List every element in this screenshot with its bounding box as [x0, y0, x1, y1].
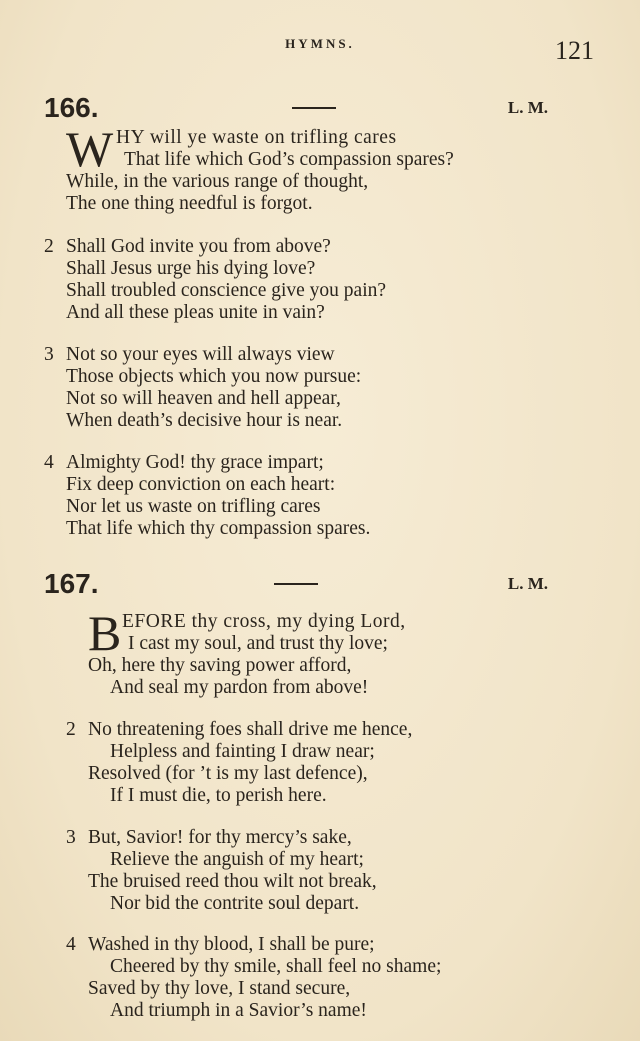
hymn-167-stanza-1	[88, 605, 406, 699]
stanza-line: And all these pleas unite in vain?	[66, 302, 325, 323]
stanza-line: Not so your eyes will always view	[66, 344, 335, 365]
stanza-line: While, in the various range of thought,	[66, 171, 369, 192]
stanza-line: No threatening foes shall drive me hence,	[88, 719, 413, 740]
stanza-line: HY will ye waste on trifling cares	[116, 127, 397, 148]
stanza-line: Relieve the anguish of my heart;	[110, 849, 364, 870]
hymn-167-stanza-2	[66, 719, 413, 807]
hymn-166-stanza-1	[66, 121, 454, 215]
stanza-number: 3	[66, 827, 76, 848]
stanza-line: Shall Jesus urge his dying love?	[66, 258, 316, 279]
stanza-line: Fix deep conviction on each heart:	[66, 474, 336, 495]
hymn-166-stanza-4	[44, 452, 371, 540]
stanza-line: When death’s decisive hour is near.	[66, 410, 343, 431]
stanza-line: Oh, here thy saving power afford,	[88, 655, 352, 676]
stanza-line: If I must die, to perish here.	[110, 785, 327, 806]
stanza-line: Almighty God! thy grace impart;	[66, 452, 324, 473]
stanza-line: The bruised reed thou wilt not break,	[88, 871, 377, 892]
stanza-line: EFORE thy cross, my dying Lord,	[122, 611, 406, 632]
stanza-line: Shall God invite you from above?	[66, 236, 331, 257]
stanza-line: The one thing needful is forgot.	[66, 193, 313, 214]
stanza-line: Not so will heaven and hell appear,	[66, 388, 341, 409]
hymn-166-stanza-2	[44, 236, 387, 324]
hymn-167-stanza-4	[66, 934, 442, 1022]
stanza-number: 2	[66, 719, 76, 740]
stanza-line: Shall troubled conscience give you pain?	[66, 280, 387, 301]
stanza-line: I cast my soul, and trust thy love;	[128, 633, 388, 654]
drop-cap: W	[66, 121, 114, 177]
hymn-meter: L. M.	[507, 574, 548, 593]
stanza-line: That life which thy compassion spares.	[66, 518, 371, 539]
stanza-number: 3	[44, 344, 54, 365]
stanza-line: Helpless and fainting I draw near;	[110, 741, 375, 762]
stanza-number: 2	[44, 236, 54, 257]
stanza-line: Those objects which you now pursue:	[66, 366, 362, 387]
hymn-number: 166.	[44, 92, 99, 123]
stanza-line: Nor let us waste on trifling cares	[66, 496, 321, 517]
hymn-167-heading	[0, 568, 640, 602]
stanza-line: And triumph in a Savior’s name!	[110, 1000, 367, 1021]
hymn-meter: L. M.	[507, 98, 548, 117]
stanza-line: Resolved (for ’t is my last defence),	[88, 763, 368, 784]
stanza-line: Saved by thy love, I stand secure,	[88, 978, 351, 999]
stanza-line: Washed in thy blood, I shall be pure;	[88, 934, 375, 955]
stanza-number: 4	[66, 934, 76, 955]
stanza-line: Cheered by thy smile, shall feel no shame;	[110, 956, 442, 977]
hymn-167-stanza-3	[66, 827, 377, 915]
stanza-line: Nor bid the contrite soul depart.	[110, 893, 360, 914]
stanza-line: But, Savior! for thy mercy’s sake,	[88, 827, 352, 848]
stanza-line: And seal my pardon from above!	[110, 677, 369, 698]
stanza-line: That life which God’s compassion spares?	[124, 149, 454, 170]
drop-cap: B	[88, 605, 122, 661]
hymn-number: 167.	[44, 568, 99, 599]
heading-rule	[292, 107, 336, 109]
stanza-number: 4	[44, 452, 54, 473]
hymn-166-stanza-3	[44, 344, 362, 432]
running-head: HYMNS.	[285, 36, 355, 51]
heading-rule	[274, 583, 318, 585]
page-number: 121	[555, 36, 594, 65]
